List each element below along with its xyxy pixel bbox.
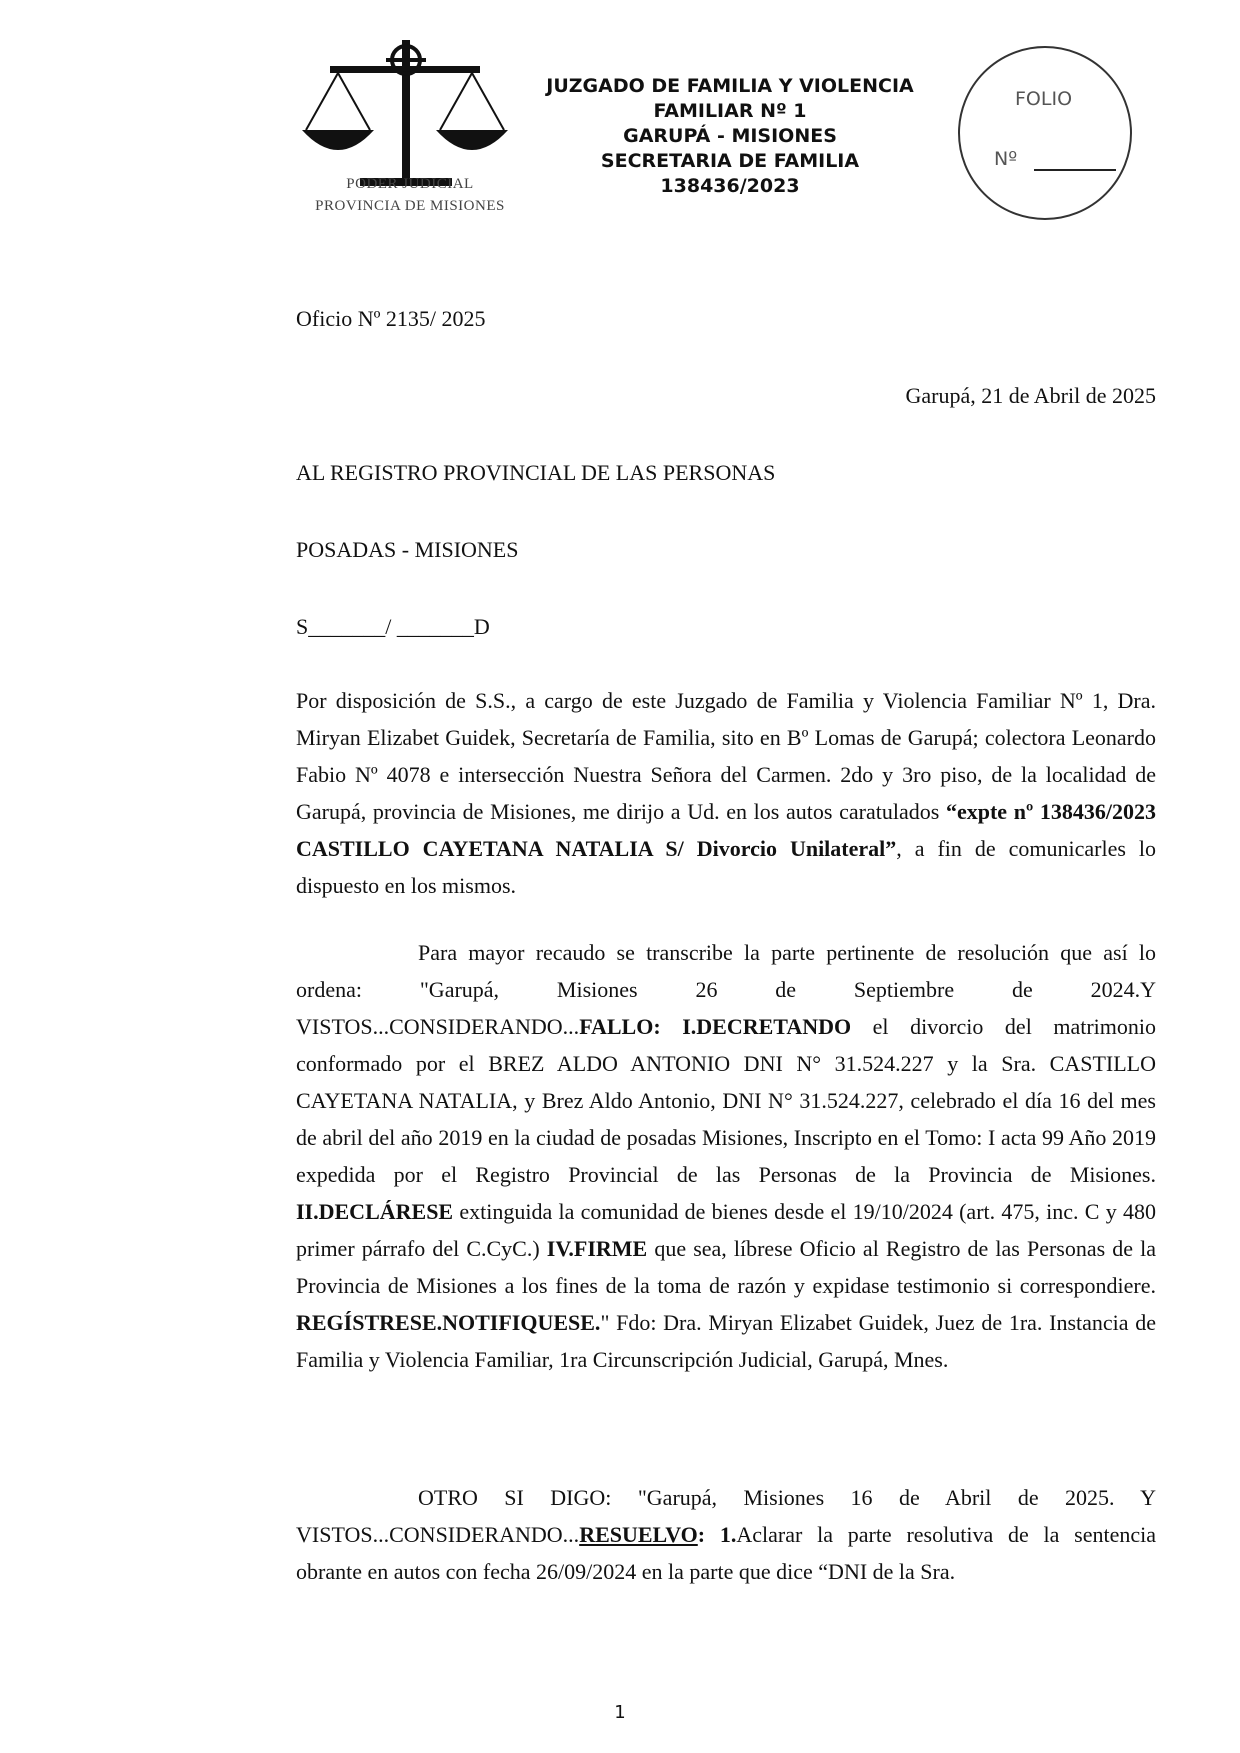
paragraph-2-text-5: " Fdo: Dra. Miryan Elizabet Guidek, Juez de 1ra. Instancia de Familia y Violencia Familiar, 1ra Circunscripción Judicial, Garupá, Mnes. [296,1310,1156,1372]
court-header [520,74,940,199]
paragraph-1-text-1: Por disposición de S.S., a cargo de este Juzgado de Familia y Violencia Familiar Nº 1, Dra. Miryan Elizabet Guidek, Secretaría de Familia, sito en Bº Lomas de Garupá; colectora Leonardo Fabio Nº 4078 e intersección Nuestra Señora del Carmen. 2do y 3ro piso, de la localidad de Garupá, provincia de Misiones, me dirijo a Ud. en los autos caratulados [296,688,1156,824]
paragraph-2-text-1: Para mayor recaudo se transcribe la parte pertinente de resolución que así lo ordena: "Garupá, Misiones 26 de Septiembre de 2024.Y VISTOS...CONSIDERANDO... [296,940,1156,1039]
paragraph-2-text-2: el divorcio del matrimonio conformado por el BREZ ALDO ANTONIO DNI N° 31.524.227 y la Sra. CASTILLO CAYETANA NATALIA, y Brez Aldo Antonio, DNI N° 31.524.227, celebrado el día 16 del mes de abril del año 2019 en la ciudad de posadas Misiones, Inscripto en el Tomo: I acta 99 Año 2019 expedida por el Registro Provincial de las Personas de la Provincia de Misiones. [296,1014,1156,1187]
poder-judicial-logo [300,30,520,230]
paragraph-3 [296,1479,1156,1590]
salutation: S_______/ _______D [296,614,490,639]
registrese-heading: REGÍSTRESE.NOTIFIQUESE. [296,1310,601,1335]
resuelvo-heading: RESUELVO [579,1522,698,1547]
header-line-2: FAMILIAR Nº 1 [653,100,807,122]
recipient-line-1: AL REGISTRO PROVINCIAL DE LAS PERSONAS [296,460,776,485]
folio-number-label: Nº [994,148,1018,170]
paragraph-3-text-1: OTRO SI DIGO: "Garupá, Misiones 16 de Abril de 2025. Y VISTOS...CONSIDERANDO... [296,1485,1156,1547]
header-line-3: GARUPÁ - MISIONES [623,125,837,147]
case-title: “expte nº 138436/2023 CASTILLO CAYETANA NATALIA S/ Divorcio Unilateral” [296,799,1156,861]
document-date: Garupá, 21 de Abril de 2025 [905,383,1156,408]
paragraph-3-text-2: Aclarar la parte resolutiva de la sentencia obrante en autos con fecha 26/09/2024 en la parte que dice “DNI de la Sra. [296,1522,1157,1584]
header-line-1: JUZGADO DE FAMILIA Y VIOLENCIA [546,75,914,97]
paragraph-2-text-3: extinguida la comunidad de bienes desde el 19/10/2024 (art. 475, inc. C y 480 primer párrafo del C.CyC.) [296,1199,1156,1261]
oficio-number: Oficio Nº 2135/ 2025 [296,306,486,331]
logo-text-line2: PROVINCIA DE MISIONES [315,198,505,214]
paragraph-2 [296,934,1156,1378]
fallo-heading: FALLO: I.DECRETANDO [579,1014,852,1039]
logo-text-line1: PODER JUDICIAL [346,176,474,192]
paragraph-2-text-4: que sea, líbrese Oficio al Registro de las Personas de la Provincia de Misiones a los fines de la toma de razón y expidase testimonio si correspondiere. [296,1236,1157,1298]
header-line-5: 138436/2023 [660,175,800,197]
declarese-heading: II.DECLÁRESE [296,1199,454,1224]
firme-heading: IV.FIRME [546,1236,648,1261]
folio-stamp [958,46,1132,220]
paragraph-1-text-2: , a fin de comunicarles lo dispuesto en los mismos. [296,836,1156,898]
header-line-4: SECRETARIA DE FAMILIA [600,150,860,172]
folio-label: FOLIO [1015,88,1073,110]
folio-number-line [1034,169,1116,171]
resuelvo-item-number: : 1. [697,1522,737,1547]
scales-of-justice-icon [300,30,520,190]
paragraph-1 [296,682,1156,904]
recipient-line-2: POSADAS - MISIONES [296,537,519,562]
page-number: 1 [614,1702,626,1723]
